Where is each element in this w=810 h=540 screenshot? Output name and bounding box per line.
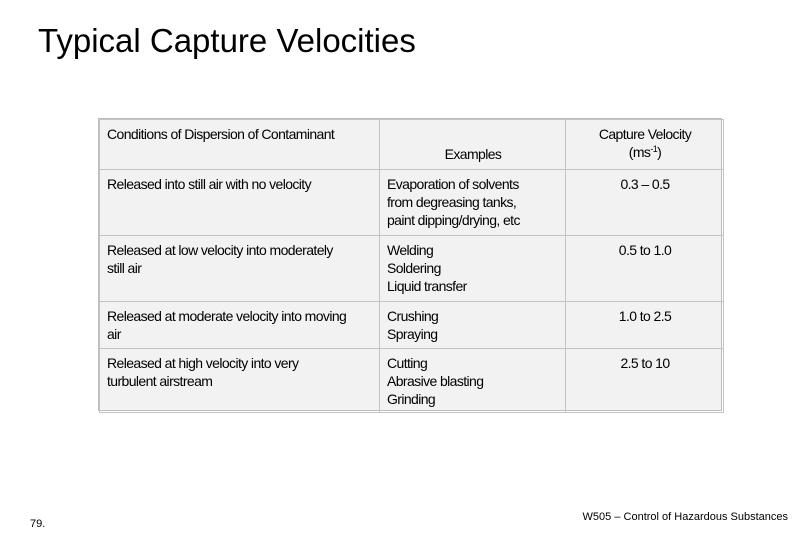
header-velocity-unit: $(ms^{-1})$	[628, 144, 662, 160]
table-row	[100, 302, 724, 349]
table-row	[100, 349, 724, 413]
data-table	[99, 119, 724, 413]
header-capture-velocity	[566, 120, 724, 170]
header-conditions: Conditions of Dispersion of Contaminant	[100, 120, 380, 170]
examples-cell: Welding Soldering Liquid transfer	[380, 236, 566, 302]
velocity-cell: 2.5 to 10	[566, 349, 724, 413]
examples-cell: Evaporation of solvents from degreasing tanks, paint dipping/drying, etc	[380, 170, 566, 236]
velocity-cell: 0.3 – 0.5	[566, 170, 724, 236]
condition-cell: Released at moderate velocity into moving air	[100, 302, 380, 349]
header-velocity-label: Capture Velocity	[598, 126, 692, 142]
examples-cell: Cutting Abrasive blasting Grinding	[380, 349, 566, 413]
header-examples: Examples	[380, 120, 566, 170]
slide-title: Typical Capture Velocities	[38, 22, 416, 59]
velocity-cell: 1.0 to 2.5	[566, 302, 724, 349]
examples-cell: Crushing Spraying	[380, 302, 566, 349]
condition-cell: Released at high velocity into very turbulent airstream	[100, 349, 380, 413]
capture-velocity-table	[98, 118, 722, 411]
table-row	[100, 170, 724, 236]
velocity-cell: 0.5 to 1.0	[566, 236, 724, 302]
condition-cell: Released into still air with no velocity	[100, 170, 380, 236]
table-header-row	[100, 120, 724, 170]
table-row	[100, 236, 724, 302]
course-footer: W505 – Control of Hazardous Substances	[582, 511, 788, 523]
condition-cell: Released at low velocity into moderately still air	[100, 236, 380, 302]
page-number: 79.	[30, 518, 46, 530]
